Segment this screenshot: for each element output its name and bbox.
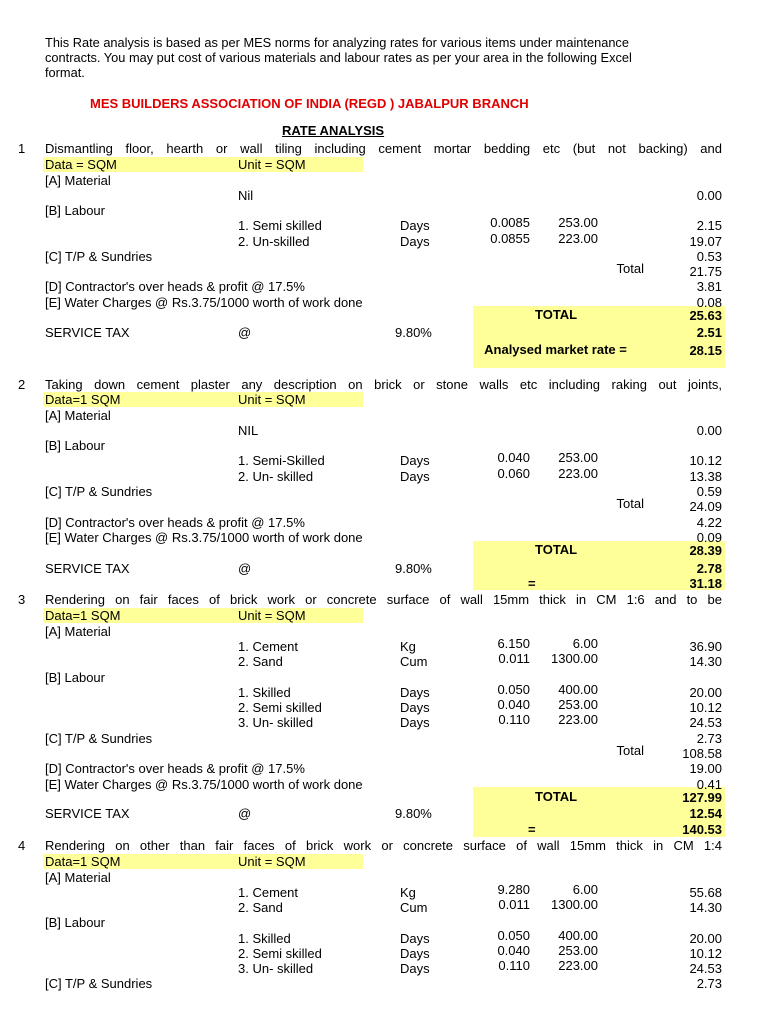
item-title: Dismantling floor, hearth or wall tiling including cement mortar bedding etc (but not backing) and	[45, 141, 722, 156]
item-title: Taking down cement plaster any description on brick or stone walls etc including raking out joints,	[45, 377, 722, 392]
total-value: 127.99	[682, 790, 722, 805]
row-amount: 19.00	[689, 761, 722, 776]
row-unit: Cum	[400, 900, 428, 915]
total-value: 25.63	[689, 308, 722, 323]
row-amount: 20.00	[689, 931, 722, 946]
row-amount: 24.53	[689, 715, 722, 730]
row-label: [A] Material	[45, 408, 111, 423]
row-amount: 10.12	[689, 453, 722, 468]
row-label: [E] Water Charges @ Rs.3.75/1000 worth of work done	[45, 530, 363, 545]
row-label: [C] T/P & Sundries	[45, 484, 153, 499]
row-quantity: 0.040	[497, 943, 530, 958]
service-tax-value: 2.78	[696, 561, 722, 576]
association-heading: MES BUILDERS ASSOCIATION OF INDIA (REGD ) JABALPUR BRANCH	[90, 96, 529, 111]
item-title: Rendering on other than fair faces of brick work or concrete surface of wall 15mm thick in CM 1:4	[45, 838, 722, 853]
row-rate: 400.00	[558, 682, 598, 697]
row-amount: 21.75	[689, 264, 722, 279]
row-quantity: 0.011	[498, 897, 530, 912]
row-unit: Days	[400, 234, 430, 249]
service-tax-rate: 9.80%	[395, 561, 432, 576]
item-title: Rendering on fair faces of brick work or concrete surface of wall 15mm thick in CM 1:6 and to be	[45, 592, 722, 607]
final-rate-value: 28.15	[689, 343, 722, 358]
service-tax-rate: 9.80%	[395, 806, 432, 821]
row-description: 1. Semi skilled	[238, 218, 322, 233]
subtotal-label: Total	[616, 261, 644, 276]
row-unit: Days	[400, 700, 430, 715]
row-unit: Days	[400, 685, 430, 700]
row-label: [C] T/P & Sundries	[45, 249, 153, 264]
row-rate: 223.00	[558, 231, 598, 246]
intro-text: This Rate analysis is based as per MES norms for analyzing rates for various items under maintenance contracts. You may put cost of various materials and labour rates as per your area in the following Excel format.	[45, 35, 632, 80]
row-label: [E] Water Charges @ Rs.3.75/1000 worth of work done	[45, 777, 363, 792]
service-tax-value: 2.51	[696, 325, 722, 340]
row-amount: 2.73	[696, 731, 722, 746]
row-description: 2. Un-skilled	[238, 234, 310, 249]
row-rate: 253.00	[558, 697, 598, 712]
row-amount: 14.30	[689, 654, 722, 669]
row-quantity: 0.011	[498, 651, 530, 666]
item-number: 3	[18, 592, 26, 607]
row-description: Nil	[238, 188, 254, 203]
row-description: 3. Un- skilled	[238, 715, 314, 730]
row-description: 1. Skilled	[238, 931, 291, 946]
row-amount: 108.58	[682, 746, 722, 761]
total-label: TOTAL	[535, 789, 578, 804]
row-amount: 3.81	[696, 279, 722, 294]
item-data: Data = SQM	[45, 157, 117, 172]
row-rate: 223.00	[558, 712, 598, 727]
row-rate: 6.00	[572, 636, 598, 651]
row-rate: 1300.00	[551, 897, 598, 912]
row-label: [A] Material	[45, 173, 111, 188]
row-unit: Cum	[400, 654, 428, 669]
row-amount: 10.12	[689, 946, 722, 961]
row-amount: 0.08	[696, 295, 722, 310]
rate-analysis-title: RATE ANALYSIS	[282, 123, 385, 138]
total-label: TOTAL	[535, 307, 578, 322]
row-unit: Kg	[400, 639, 416, 654]
row-quantity: 0.0085	[490, 215, 530, 230]
row-rate: 6.00	[572, 882, 598, 897]
row-amount: 10.12	[689, 700, 722, 715]
row-amount: 0.59	[696, 484, 722, 499]
row-rate: 1300.00	[551, 651, 598, 666]
row-unit: Kg	[400, 885, 416, 900]
row-quantity: 6.150	[497, 636, 530, 651]
row-label: [C] T/P & Sundries	[45, 976, 153, 991]
row-quantity: 9.280	[497, 882, 530, 897]
row-description: 2. Semi skilled	[238, 946, 322, 961]
row-label: [B] Labour	[45, 670, 105, 685]
row-description: 1. Cement	[238, 639, 298, 654]
row-unit: Days	[400, 715, 430, 730]
row-amount: 20.00	[689, 685, 722, 700]
row-description: 2. Sand	[238, 654, 283, 669]
item-unit: Unit = SQM	[238, 854, 306, 869]
row-description: 2. Sand	[238, 900, 283, 915]
row-rate: 223.00	[558, 466, 598, 481]
final-rate-value: 140.53	[682, 822, 722, 837]
row-quantity: 0.050	[497, 928, 530, 943]
row-label: [D] Contractor's over heads & profit @ 17.5%	[45, 515, 305, 530]
row-quantity: 0.110	[498, 958, 530, 973]
item-data: Data=1 SQM	[45, 608, 121, 623]
row-unit: Days	[400, 931, 430, 946]
summary-highlight	[473, 306, 725, 368]
final-rate-label: Analysed market rate =	[484, 342, 627, 357]
row-unit: Days	[400, 453, 430, 468]
row-rate: 253.00	[558, 215, 598, 230]
row-amount: 0.00	[696, 423, 722, 438]
row-label: [B] Labour	[45, 203, 105, 218]
row-label: [D] Contractor's over heads & profit @ 17.5%	[45, 279, 305, 294]
row-amount: 0.41	[696, 777, 722, 792]
row-amount: 4.22	[696, 515, 722, 530]
row-amount: 36.90	[689, 639, 722, 654]
service-tax-at: @	[238, 325, 252, 340]
service-tax-label: SERVICE TAX	[45, 325, 130, 340]
service-tax-at: @	[238, 806, 252, 821]
row-quantity: 0.110	[498, 712, 530, 727]
row-amount: 0.09	[696, 530, 722, 545]
row-label: [A] Material	[45, 624, 111, 639]
service-tax-label: SERVICE TAX	[45, 806, 130, 821]
total-value: 28.39	[689, 543, 722, 558]
row-unit: Days	[400, 469, 430, 484]
subtotal-label: Total	[616, 496, 644, 511]
item-unit: Unit = SQM	[238, 157, 306, 172]
row-unit: Days	[400, 961, 430, 976]
row-description: 1. Semi-Skilled	[238, 453, 325, 468]
item-unit: Unit = SQM	[238, 392, 306, 407]
row-quantity: 0.050	[497, 682, 530, 697]
row-amount: 19.07	[689, 234, 722, 249]
row-rate: 223.00	[558, 958, 598, 973]
row-amount: 55.68	[689, 885, 722, 900]
row-description: 2. Un- skilled	[238, 469, 314, 484]
service-tax-label: SERVICE TAX	[45, 561, 130, 576]
item-number: 2	[18, 377, 26, 392]
item-number: 4	[18, 838, 26, 853]
row-quantity: 0.0855	[490, 231, 530, 246]
final-rate-value: 31.18	[689, 576, 722, 591]
row-rate: 253.00	[558, 450, 598, 465]
row-amount: 2.73	[696, 976, 722, 991]
row-amount: 0.00	[696, 188, 722, 203]
row-quantity: 0.060	[497, 466, 530, 481]
row-amount: 2.15	[696, 218, 722, 233]
item-number: 1	[18, 141, 26, 156]
subtotal-label: Total	[616, 743, 644, 758]
row-amount: 24.53	[689, 961, 722, 976]
row-label: [C] T/P & Sundries	[45, 731, 153, 746]
row-label: [B] Labour	[45, 915, 105, 930]
item-data: Data=1 SQM	[45, 392, 121, 407]
service-tax-rate: 9.80%	[395, 325, 432, 340]
row-label: [B] Labour	[45, 438, 105, 453]
row-description: 1. Cement	[238, 885, 298, 900]
row-rate: 400.00	[558, 928, 598, 943]
service-tax-at: @	[238, 561, 252, 576]
row-amount: 13.38	[689, 469, 722, 484]
row-amount: 14.30	[689, 900, 722, 915]
row-quantity: 0.040	[497, 450, 530, 465]
item-data: Data=1 SQM	[45, 854, 121, 869]
final-rate-label: =	[528, 822, 536, 837]
row-description: 3. Un- skilled	[238, 961, 314, 976]
row-quantity: 0.040	[497, 697, 530, 712]
service-tax-value: 12.54	[689, 806, 722, 821]
row-label: [A] Material	[45, 870, 111, 885]
row-amount: 0.53	[696, 249, 722, 264]
row-unit: Days	[400, 946, 430, 961]
final-rate-label: =	[528, 576, 536, 591]
row-description: NIL	[238, 423, 259, 438]
row-rate: 253.00	[558, 943, 598, 958]
row-description: 2. Semi skilled	[238, 700, 322, 715]
item-unit: Unit = SQM	[238, 608, 306, 623]
summary-highlight	[473, 541, 725, 590]
row-description: 1. Skilled	[238, 685, 291, 700]
row-label: [D] Contractor's over heads & profit @ 17.5%	[45, 761, 305, 776]
row-label: [E] Water Charges @ Rs.3.75/1000 worth of work done	[45, 295, 363, 310]
row-unit: Days	[400, 218, 430, 233]
total-label: TOTAL	[535, 542, 578, 557]
row-amount: 24.09	[689, 499, 722, 514]
